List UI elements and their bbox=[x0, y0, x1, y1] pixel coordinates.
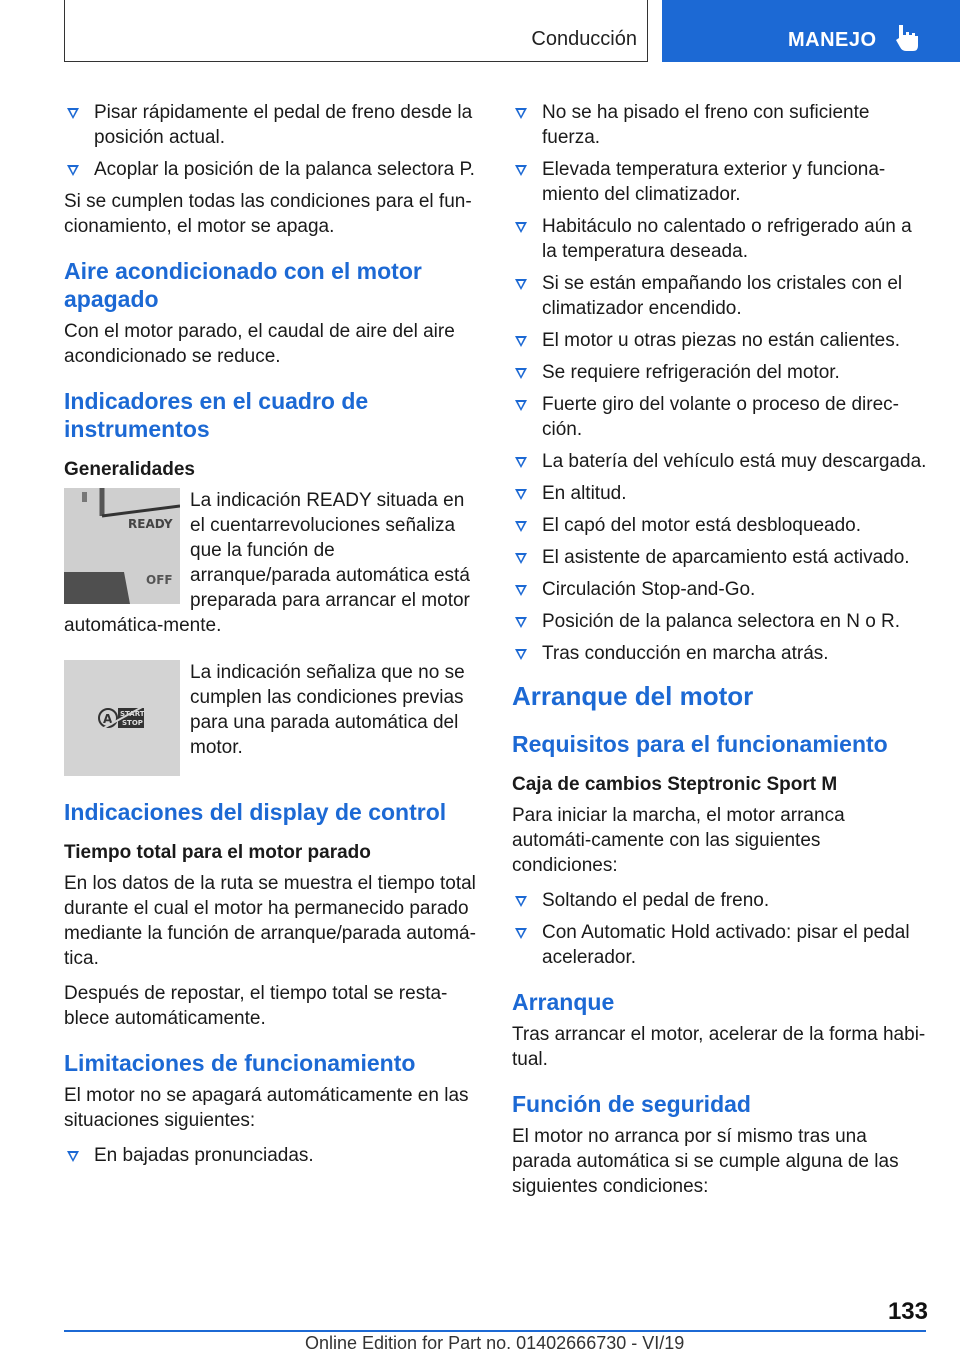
list-item: Con Automatic Hold activado: pisar el pedal acelerador. bbox=[512, 920, 928, 970]
paragraph: Después de repostar, el tiempo total se resta-blece automáticamente. bbox=[64, 983, 448, 1029]
triangle-bullet-icon bbox=[515, 928, 527, 939]
heading-indicadores: Indicadores en el cuadro de instrumentos bbox=[64, 388, 369, 442]
header-chapter-title: MANEJO bbox=[788, 29, 877, 51]
footer-edition-text: Online Edition for Part no. 01402666730 - VI/19 bbox=[305, 1333, 685, 1353]
hand-pointing-icon bbox=[894, 22, 922, 52]
list-item: En altitud. bbox=[512, 481, 928, 506]
list-item: Elevada temperatura exterior y funciona-miento del climatizador. bbox=[512, 157, 928, 207]
paragraph: Tras arrancar el motor, acelerar de la forma habi-tual. bbox=[512, 1024, 926, 1070]
triangle-bullet-icon bbox=[67, 1151, 79, 1162]
heading-arranque: Arranque bbox=[512, 989, 615, 1015]
triangle-bullet-icon bbox=[515, 368, 527, 379]
triangle-bullet-icon bbox=[515, 108, 527, 119]
right-column bbox=[512, 100, 928, 1209]
triangle-bullet-icon bbox=[515, 457, 527, 468]
ready-label: READY bbox=[128, 517, 173, 531]
triangle-bullet-icon bbox=[515, 896, 527, 907]
list-item: Tras conducción en marcha atrás. bbox=[512, 641, 928, 666]
stop-label: STOP bbox=[122, 719, 143, 727]
list-item: La batería del vehículo está muy descargada. bbox=[512, 449, 928, 474]
triangle-bullet-icon bbox=[515, 222, 527, 233]
start-stop-indicator-image bbox=[64, 660, 180, 776]
list-item: El motor u otras piezas no están calientes. bbox=[512, 328, 928, 353]
off-label: OFF bbox=[146, 573, 173, 587]
heading-aire: Aire acondicionado con el motor apagado bbox=[64, 258, 422, 312]
figure-caption: La indicación READY situada en el cuentarrevoluciones señaliza que la función de arranque/parada automática está preparada para arrancar el motor automática-mente. bbox=[64, 490, 470, 636]
paragraph: Para iniciar la marcha, el motor arranca automáti-camente con las siguientes condiciones: bbox=[512, 805, 845, 876]
figure-caption: La indicación señaliza que no se cumplen las condiciones previas para una parada automática del motor. bbox=[190, 662, 465, 758]
header-section-title: Conducción bbox=[531, 28, 637, 50]
list-item: Circulación Stop-and-Go. bbox=[512, 577, 928, 602]
svg-text:A: A bbox=[103, 712, 113, 726]
list-item: Habitáculo no calentado o refrigerado aún a la temperatura deseada. bbox=[512, 214, 928, 264]
heading-seguridad: Función de seguridad bbox=[512, 1091, 751, 1117]
triangle-bullet-icon bbox=[515, 553, 527, 564]
subheading-caja: Caja de cambios Steptronic Sport M bbox=[512, 774, 838, 795]
triangle-bullet-icon bbox=[515, 649, 527, 660]
triangle-bullet-icon bbox=[67, 165, 79, 176]
triangle-bullet-icon bbox=[515, 585, 527, 596]
list-item: Si se están empañando los cristales con el climatizador encendido. bbox=[512, 271, 928, 321]
subheading-tiempo: Tiempo total para el motor parado bbox=[64, 842, 371, 863]
ready-indicator-image bbox=[64, 488, 180, 604]
list-item: En bajadas pronunciadas. bbox=[64, 1143, 480, 1168]
figure-block bbox=[64, 660, 480, 780]
list-item: Posición de la palanca selectora en N o R. bbox=[512, 609, 928, 634]
conditions-list bbox=[512, 100, 928, 666]
list-item: Soltando el pedal de freno. bbox=[512, 888, 928, 913]
triangle-bullet-icon bbox=[515, 279, 527, 290]
list-item: El capó del motor está desbloqueado. bbox=[512, 513, 928, 538]
paragraph: En los datos de la ruta se muestra el tiempo total durante el cual el motor ha permanecido parado mediante la función de arranque/parada automá-tica. bbox=[64, 873, 476, 969]
paragraph: Si se cumplen todas las condiciones para el fun-cionamiento, el motor se apaga. bbox=[64, 191, 472, 237]
heading-display: Indicaciones del display de control bbox=[64, 799, 447, 825]
list-item: No se ha pisado el freno con suficiente fuerza. bbox=[512, 100, 928, 150]
page-number: 133 bbox=[887, 1298, 928, 1325]
paragraph: El motor no se apagará automáticamente en las situaciones siguientes: bbox=[64, 1085, 469, 1131]
left-column bbox=[64, 100, 480, 1175]
start-label: START bbox=[120, 710, 145, 718]
subheading-generalidades: Generalidades bbox=[64, 459, 195, 480]
triangle-bullet-icon bbox=[515, 489, 527, 500]
list-item: Pisar rápidamente el pedal de freno desde la posición actual. bbox=[64, 100, 480, 150]
header-section-box bbox=[64, 0, 648, 62]
triangle-bullet-icon bbox=[515, 165, 527, 176]
paragraph: El motor no arranca por sí mismo tras una parada automática si se cumple alguna de las siguientes condiciones: bbox=[512, 1126, 899, 1197]
paragraph: Con el motor parado, el caudal de aire del aire acondicionado se reduce. bbox=[64, 321, 455, 367]
footer-divider bbox=[64, 1330, 926, 1332]
triangle-bullet-icon bbox=[515, 617, 527, 628]
list-item: Acoplar la posición de la palanca selectora P. bbox=[64, 157, 480, 182]
header-chapter-box bbox=[662, 0, 960, 62]
triangle-bullet-icon bbox=[515, 336, 527, 347]
triangle-bullet-icon bbox=[67, 108, 79, 119]
list-item: El asistente de aparcamiento está activado. bbox=[512, 545, 928, 570]
triangle-bullet-icon bbox=[515, 521, 527, 532]
list-item: Fuerte giro del volante o proceso de direc-ción. bbox=[512, 392, 928, 442]
heading-arranque-motor: Arranque del motor bbox=[512, 681, 754, 711]
heading-limitaciones: Limitaciones de funcionamiento bbox=[64, 1050, 416, 1076]
heading-requisitos: Requisitos para el funcionamiento bbox=[512, 731, 888, 757]
list-item: Se requiere refrigeración del motor. bbox=[512, 360, 928, 385]
figure-block bbox=[64, 488, 480, 648]
triangle-bullet-icon bbox=[515, 400, 527, 411]
